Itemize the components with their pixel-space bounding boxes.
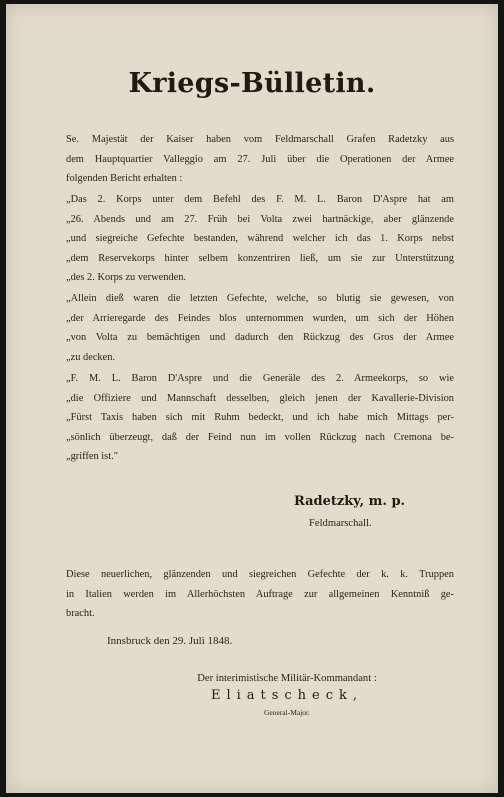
report-line: „Das 2. Korps unter dem Befehl des F. M. L. Baron D'Aspre hat am <box>66 194 454 205</box>
closing-line: Diese neuerlichen, glänzenden und siegreichen Gefechte der k. k. Truppen <box>66 569 454 580</box>
commander-title: Der interimistische Militär-Kommandant : <box>197 673 377 684</box>
report-line: „von Volta zu bemächtigen und dadurch den Rückzug des Gros der Armee <box>66 332 454 344</box>
report-line: „griffen ist." <box>66 451 118 463</box>
poster-sheet <box>6 4 498 793</box>
report-line: „Allein dieß waren die letzten Gefechte, welche, so blutig sie gewesen, von <box>66 293 454 304</box>
report-line: „der Arrieregarde des Feindes blos unternommen wurden, um sich der Höhen <box>66 312 454 324</box>
report-line: „des 2. Korps zu verwenden. <box>66 272 187 284</box>
report-paragraph-1 <box>66 190 454 288</box>
intro-paragraph <box>66 130 454 189</box>
place-date: Innsbruck den 29. Juli 1848. <box>107 635 233 647</box>
closing-line: bracht. <box>66 608 95 620</box>
report-line: „Fürst Taxis haben sich mit Ruhm bedeckt, und ich habe mich Mittags per- <box>66 412 454 424</box>
report-line: „und siegreiche Gefechte bestanden, während welcher ich das 1. Korps nebst <box>66 233 454 245</box>
intro-line: dem Hauptquartier Valleggio am 27. Juli über die Operationen der Armee <box>66 153 454 165</box>
report-line: „26. Abends und am 27. Früh bei Volta zwei hartnäckige, aber glänzende <box>66 213 454 225</box>
report-line: „F. M. L. Baron D'Aspre und die Generäle des 2. Armeekorps, so wie <box>66 373 454 384</box>
closing-paragraph <box>66 565 454 624</box>
report-line: „sönlich überzeugt, daß der Feind nun im vollen Rückzug nach Cremona be- <box>66 431 454 443</box>
intro-line: folgenden Bericht erhalten : <box>66 173 183 185</box>
report-line: „zu decken. <box>66 351 116 363</box>
report-line: „dem Reservekorps hinter selbem konzentriren ließ, um sie zur Unterstützung <box>66 252 454 264</box>
commander-name: Eliatscheck, <box>210 688 364 703</box>
report-paragraph-3 <box>66 369 454 467</box>
report-paragraph-2 <box>66 289 454 367</box>
intro-line: Se. Majestät der Kaiser haben vom Feldmarschall Grafen Radetzky aus <box>66 134 454 145</box>
poster-title: Kriegs-Bülletin. <box>128 68 376 99</box>
signature-rank: Feldmarschall. <box>309 518 372 529</box>
closing-line: in Italien werden im Allerhöchsten Auftrage zur allgemeinen Kenntniß ge- <box>66 588 454 600</box>
commander-rank: General-Major. <box>263 708 311 717</box>
report-line: „die Offiziere und Mannschaft desselben, gleich jenen der Kavallerie-Division <box>66 392 454 404</box>
signature-name: Radetzky, m. p. <box>294 494 406 509</box>
